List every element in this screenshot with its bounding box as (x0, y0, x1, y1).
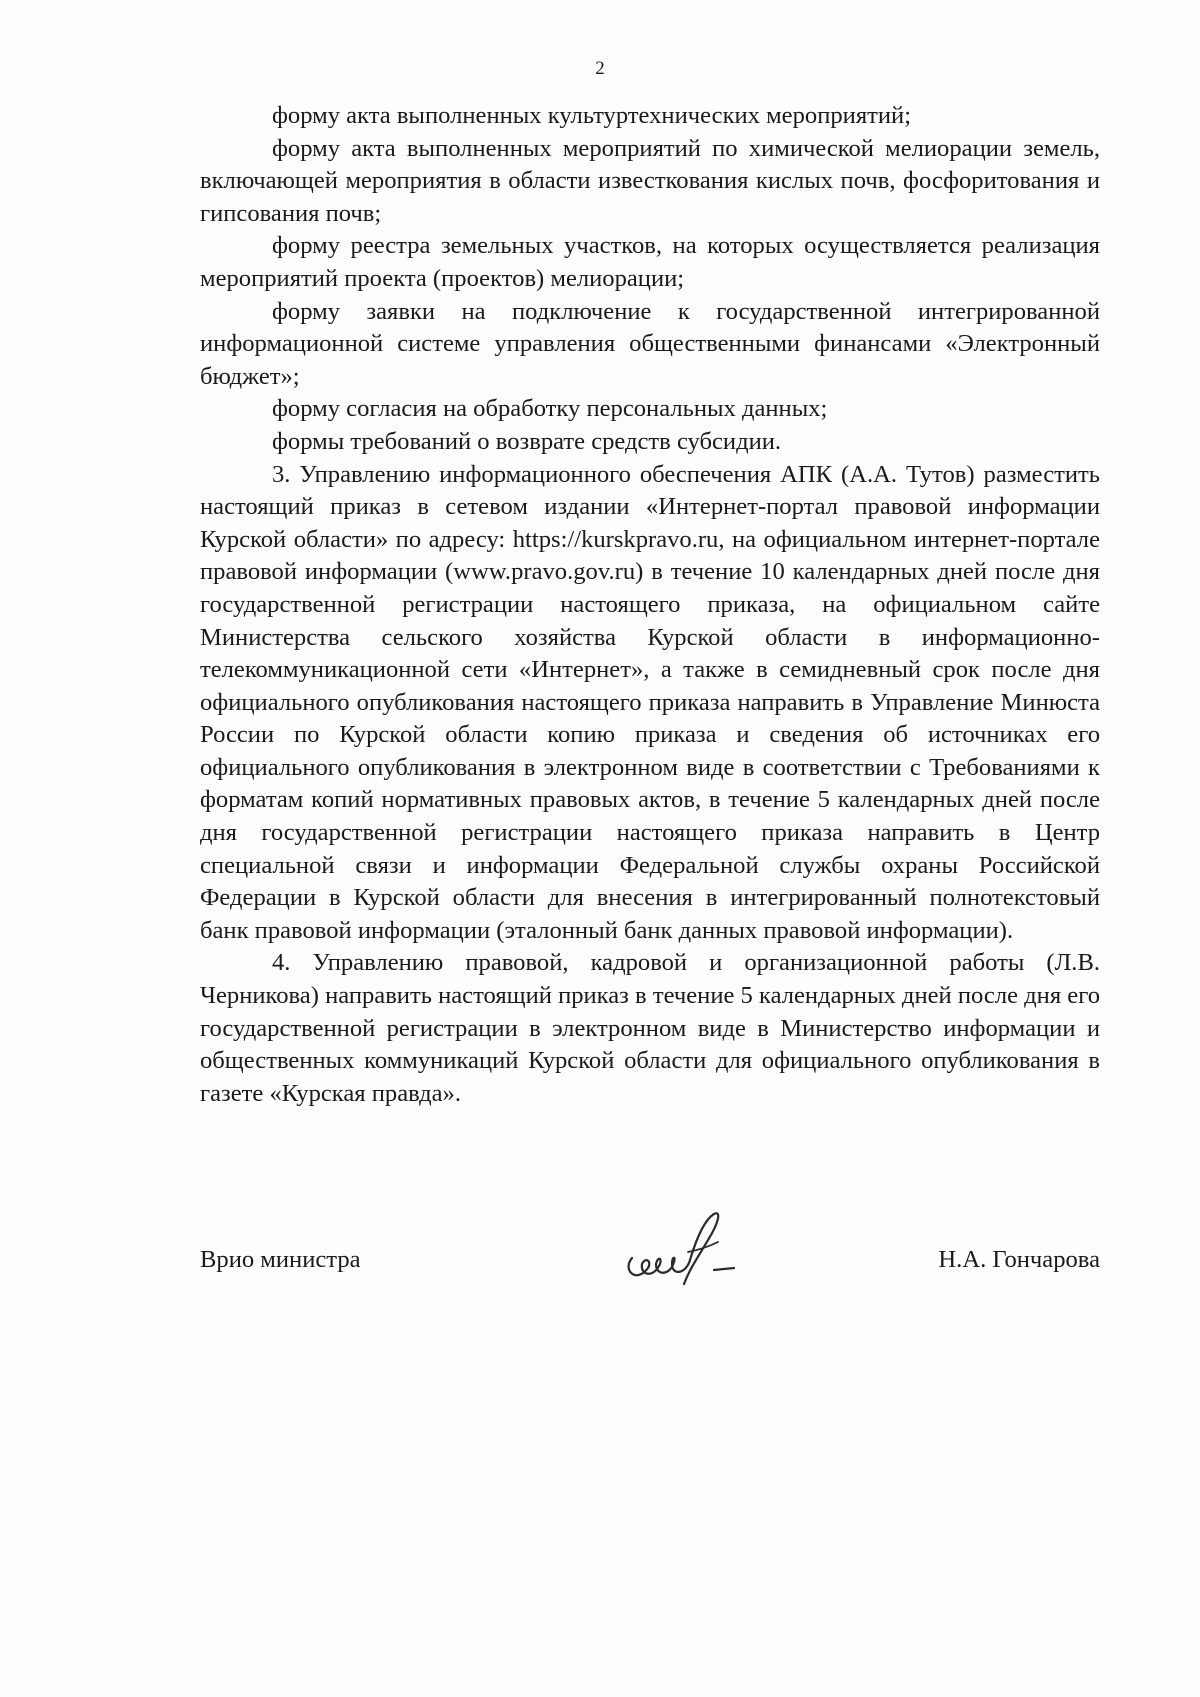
paragraph: 3. Управлению информационного обеспечения АПК (А.А. Тутов) разместить настоящий приказ в сетевом издании «Интернет-портал правовой информации Курской области» по адресу: https://kurskpravo.ru, на официальном интернет-портале правовой информации (www.pravo.gov.ru) в течение 10 календарных дней после дня государственной регистрации настоящего приказа, на официальном сайте Министерства сельского хозяйства Курской области в информационно-телекоммуникационной сети «Интернет», а также в семидневный срок после дня официального опубликования настоящего приказа направить в Управление Минюста России по Курской области копию приказа и сведения об источниках его официального опубликования в электронном виде в соответствии с Требованиями к форматам копий нормативных правовых актов, в течение 5 календарных дней после дня государственной регистрации настоящего приказа направить в Центр специальной связи и информации Федеральной службы охраны Российской Федерации в Курской области для внесения в интегрированный полнотекстовый банк правовой информации (эталонный банк данных правовой информации). (200, 460, 1100, 944)
document-body (200, 100, 1100, 1110)
signature-block (200, 1232, 1100, 1312)
signatory-name: Н.А. Гончарова (938, 1246, 1100, 1273)
signature-stroke (629, 1213, 719, 1284)
paragraph: 4. Управлению правовой, кадровой и организационной работы (Л.В. Черникова) направить настоящий приказ в течение 5 календарных дней после дня его государственной регистрации в электронном виде в Министерство информации и общественных коммуникаций Курской области для официального опубликования в газете «Курская правда». (200, 949, 1100, 1107)
signature-stroke (714, 1268, 734, 1270)
paragraph: форму акта выполненных культуртехнических мероприятий; (272, 102, 912, 129)
page-number: 2 (595, 58, 605, 79)
signatory-title: Врио министра (200, 1246, 361, 1273)
paragraph: форму согласия на обработку персональных данных; (272, 395, 828, 423)
paragraph: формы требований о возврате средств субсидии. (272, 427, 782, 455)
paragraph: форму реестра земельных участков, на которых осуществляется реализация мероприятий проекта (проектов) мелиорации; (200, 232, 1100, 292)
paragraph: форму заявки на подключение к государственной интегрированной информационной системе управления общественными финансами «Электронный бюджет»; (200, 297, 1100, 390)
paragraph: форму акта выполненных мероприятий по химической мелиорации земель, включающей мероприятия в области известкования кислых почв, фосфоритования и гипсования почв; (200, 134, 1100, 227)
handwritten-signature (618, 1206, 758, 1296)
